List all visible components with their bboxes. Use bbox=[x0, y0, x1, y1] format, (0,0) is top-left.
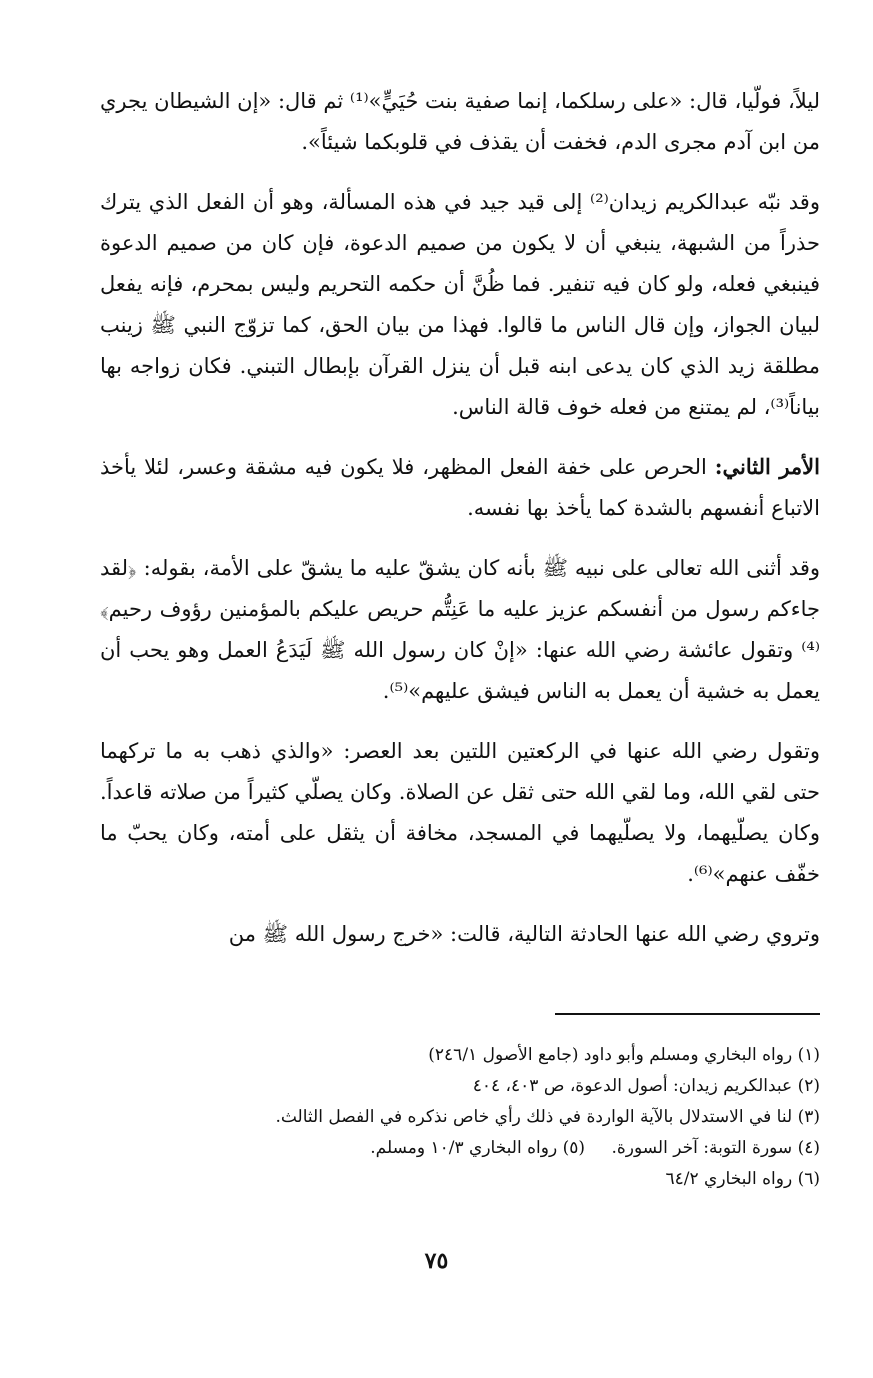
footnote-1: (١) رواه البخاري ومسلم وأبو داود (جامع الأصول ٢٤٦/١) bbox=[428, 1045, 820, 1065]
footnotes bbox=[100, 1040, 820, 1195]
paragraph-text: الحرص على خفة الفعل المظهر، فلا يكون فيه مشقة وعسر، لئلا يأخذ الاتباع أنفسهم بالشدة كما يأخذ بها نفسه. bbox=[100, 455, 820, 520]
paragraph-2 bbox=[100, 181, 820, 428]
paragraph-lead: الأمر الثاني: bbox=[714, 454, 820, 479]
footnote-divider bbox=[555, 1013, 820, 1015]
footnote-6: (٦) رواه البخاري ٦٤/٢ bbox=[665, 1169, 820, 1189]
footnote-2: (٢) عبدالكريم زيدان: أصول الدعوة، ص ٤٠٣، ٤٠٤ bbox=[472, 1076, 820, 1096]
footnote-5: (٥) رواه البخاري ١٠/٣ ومسلم. bbox=[370, 1138, 585, 1158]
paragraph-text: وقد نبّه عبدالكريم زيدان⁽²⁾ إلى قيد جيد في هذه المسألة، وهو أن الفعل الذي يترك حذراً من الشبهة، ينبغي أن لا يكون من صميم الدعوة، فإن كان من صميم الدعوة فينبغي فعله، ولو كان فيه تنفير. فما ظُنَّ أن حكمه التحريم وليس بمحرم، فإنه يفعل لبيان الجواز، وإن قال الناس ما قالوا. فهذا من بيان الحق، كما تزوّج النبي ﷺ زينب مطلقة زيد الذي كان يدعى ابنه قبل أن ينزل القرآن بإبطال التبني. فكان زواجه بها بياناً⁽³⁾، لم يمتنع من فعله خوف قالة الناس. bbox=[100, 190, 820, 419]
paragraph-1 bbox=[100, 80, 820, 163]
paragraph-3 bbox=[100, 446, 820, 529]
paragraph-text: وتروي رضي الله عنها الحادثة التالية، قالت: «خرج رسول الله ﷺ من bbox=[228, 922, 820, 946]
footnote-row-4-5 bbox=[100, 1133, 820, 1164]
paragraph-5 bbox=[100, 730, 820, 895]
footnote-3: (٣) لنا في الاستدلال بالآية الواردة في ذلك رأي خاص نذكره في الفصل الثالث. bbox=[275, 1107, 820, 1127]
paragraph-text: ليلاً، فولّيا، قال: «على رسلكما، إنما صفية بنت حُيَيٍّ»⁽¹⁾ ثم قال: «إن الشيطان يجري من ابن آدم مجرى الدم، فخفت أن يقذف في قلوبكما شيئاً». bbox=[100, 89, 820, 154]
paragraph-text: وقد أثنى الله تعالى على نبيه ﷺ بأنه كان يشقّ عليه ما يشقّ على الأمة، بقوله: ﴿لقد جاءكم رسول من أنفسكم عزيز عليه ما عَنِتُّم حريص عليكم بالمؤمنين رؤوف رحيم﴾⁽⁴⁾ وتقول عائشة رضي الله عنها: «إنْ كان رسول الله ﷺ لَيَدَعُ العمل وهو يحب أن يعمل به خشية أن يعمل به الناس فيشق عليهم»⁽⁵⁾. bbox=[100, 556, 820, 703]
main-text bbox=[100, 80, 820, 973]
paragraph-6 bbox=[100, 913, 820, 955]
page-number: ٧٥ bbox=[424, 1248, 449, 1274]
paragraph-text: وتقول رضي الله عنها في الركعتين اللتين بعد العصر: «والذي ذهب به ما تركهما حتى لقي الله، وما لقي الله حتى ثقل عن الصلاة. وكان يصلّي كثيراً من صلاته قاعداً. وكان يصلّيهما، ولا يصلّيهما في المسجد، مخافة أن يثقل على أمته، وكان يحبّ ما خفّف عنهم»⁽⁶⁾. bbox=[100, 739, 820, 886]
footnote-4: (٤) سورة التوبة: آخر السورة. bbox=[611, 1138, 820, 1158]
paragraph-4 bbox=[100, 547, 820, 712]
